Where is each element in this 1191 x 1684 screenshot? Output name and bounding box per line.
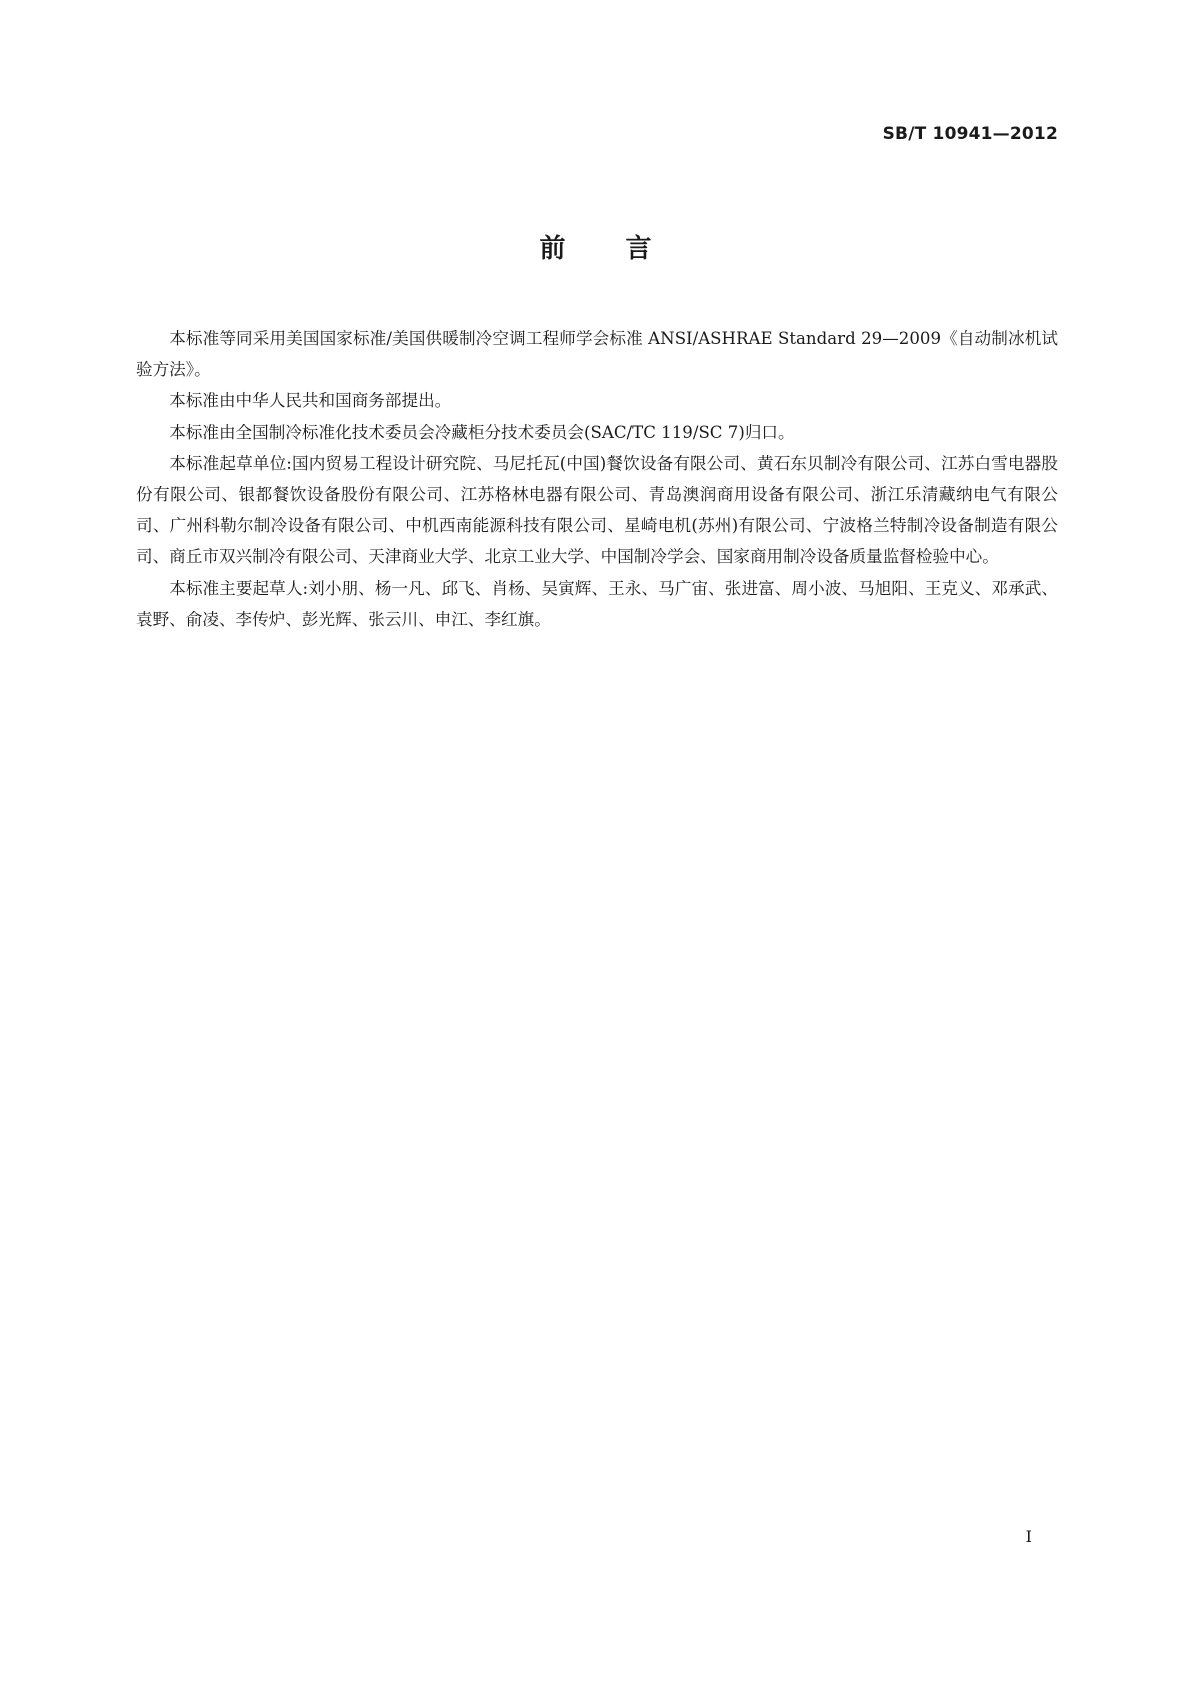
standard-code: SB/T 10941—2012 xyxy=(882,124,1058,144)
foreword-body xyxy=(136,323,1058,635)
page-number: I xyxy=(1025,1527,1032,1546)
paragraph-centralized-by: 本标准由全国制冷标准化技术委员会冷藏柜分技术委员会(SAC/TC 119/SC 7)归口。 xyxy=(169,422,795,442)
paragraph-drafters: 本标准主要起草人:刘小朋、杨一凡、邱飞、肖杨、吴寅辉、王永、马广宙、张进富、周小波、马旭阳、王克义、邓承武、袁野、俞凌、李传炉、彭光辉、张云川、申江、李红旗。 xyxy=(136,578,1058,629)
page-title: 前言 xyxy=(539,234,712,264)
paragraph-drafting-units: 本标准起草单位:国内贸易工程设计研究院、马尼托瓦(中国)餐饮设备有限公司、黄石东贝制冷有限公司、江苏白雪电器股份有限公司、银都餐饮设备股份有限公司、江苏格林电器有限公司、青岛澳润商用设备有限公司、浙江乐清藏纳电气有限公司、广州科勒尔制冷设备有限公司、中机西南能源科技有限公司、星崎电机(苏州)有限公司、宁波格兰特制冷设备制造有限公司、商丘市双兴制冷有限公司、天津商业大学、北京工业大学、中国制冷学会、国家商用制冷设备质量监督检验中心。 xyxy=(136,453,1058,567)
paragraph-proposed-by: 本标准由中华人民共和国商务部提出。 xyxy=(169,391,452,411)
paragraph-adoption: 本标准等同采用美国国家标准/美国供暖制冷空调工程师学会标准 ANSI/ASHRAE Standard 29—2009《自动制冰机试验方法》。 xyxy=(136,329,1058,380)
